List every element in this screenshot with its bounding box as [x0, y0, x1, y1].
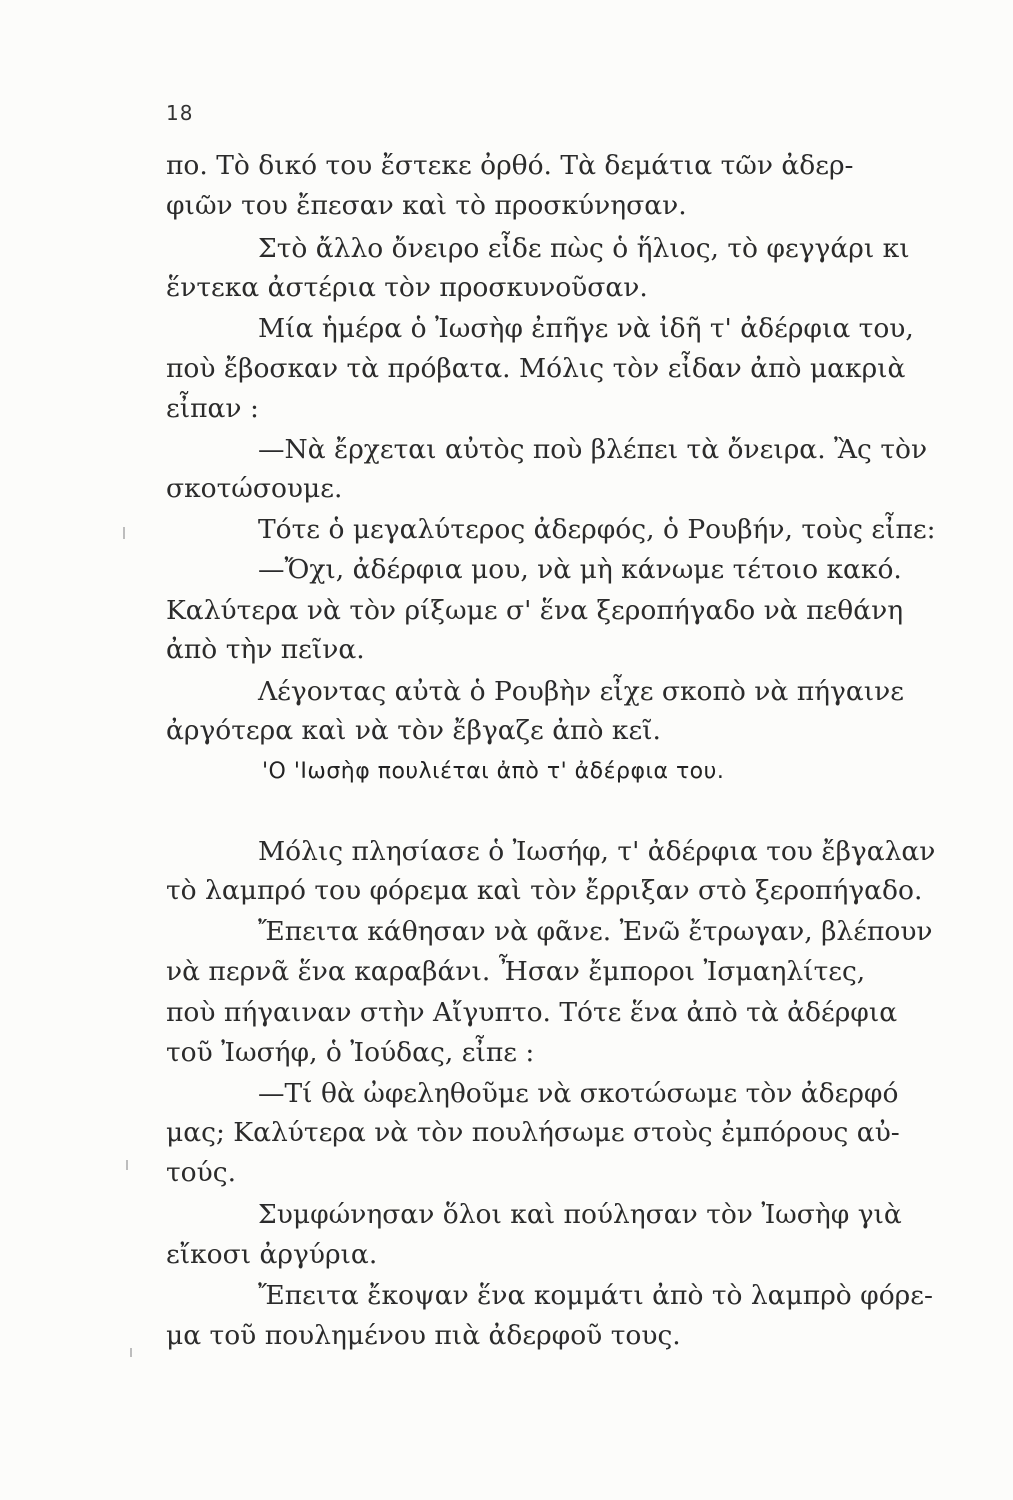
paper-speck [123, 527, 125, 539]
text-line: τὸ λαμπρό του φόρεμα καὶ τὸν ἔρριξαν στὸ ξεροπήγαδο. [166, 875, 923, 906]
text-line: Ἔπειτα ἔκοψαν ἕνα κομμάτι ἀπὸ τὸ λαμπρὸ φόρε- [258, 1280, 933, 1311]
text-line: ἕντεκα ἀστέρια τὸν προσκυνοῦσαν. [166, 272, 648, 303]
text-line: —Ὄχι, ἀδέρφια μου, νὰ μὴ κάνωμε τέτοιο κακό. [258, 554, 902, 585]
text-line: —Τί θὰ ὠφεληθοῦμε νὰ σκοτώσωμε τὸν ἀδερφό [258, 1078, 899, 1109]
text-line: ποὺ ἔβοσκαν τὰ πρόβατα. Μόλις τὸν εἶδαν ἀπὸ μακριὰ [166, 353, 906, 384]
text-line: μα τοῦ πουλημένου πιὰ ἀδερφοῦ τους. [166, 1320, 681, 1351]
text-line: τοῦ Ἰωσήφ, ὁ Ἰούδας, εἶπε : [166, 1037, 535, 1068]
text-line: ποὺ πήγαιναν στὴν Αἴγυπτο. Τότε ἕνα ἀπὸ τὰ ἀδέρφια [166, 997, 898, 1028]
text-line: εἴκοσι ἀργύρια. [166, 1239, 378, 1270]
text-line: φιῶν του ἔπεσαν καὶ τὸ προσκύνησαν. [166, 190, 687, 221]
text-line: νὰ περνᾶ ἕνα καραβάνι. Ἦσαν ἔμποροι Ἰσμαηλίτες, [166, 956, 866, 987]
text-line: Καλύτερα νὰ τὸν ρίξωμε σ' ἕνα ξεροπήγαδο νὰ πεθάνη [166, 595, 904, 626]
text-line: πο. Τὸ δικό του ἔστεκε ὀρθό. Τὰ δεμάτια τῶν ἀδερ- [166, 150, 854, 181]
text-line: —Νὰ ἔρχεται αὐτὸς ποὺ βλέπει τὰ ὄνειρα. Ἂς τὸν [258, 434, 928, 465]
text-line: Συμφώνησαν ὅλοι καὶ πούλησαν τὸν Ἰωσὴφ γιὰ [258, 1199, 902, 1230]
text-line: Ἔπειτα κάθησαν νὰ φᾶνε. Ἐνῶ ἔτρωγαν, βλέπουν [258, 916, 933, 947]
text-line: Στὸ ἄλλο ὄνειρο εἶδε πὼς ὁ ἥλιος, τὸ φεγγάρι κι [258, 233, 910, 264]
text-line: ἀπὸ τὴν πεῖνα. [166, 634, 365, 665]
paper-speck [126, 1160, 128, 1170]
text-line: εἶπαν : [166, 393, 259, 424]
text-line: ἀργότερα καὶ νὰ τὸν ἔβγαζε ἀπὸ κεῖ. [166, 715, 661, 746]
text-line: Λέγοντας αὐτὰ ὁ Ρουβὴν εἶχε σκοπὸ νὰ πήγαινε [258, 676, 904, 707]
page-number: 18 [166, 101, 194, 125]
text-line: σκοτώσουμε. [166, 473, 343, 504]
text-line: Μόλις πλησίασε ὁ Ἰωσήφ, τ' ἀδέρφια του ἔβγαλαν [258, 836, 936, 867]
text-line: Μία ἡμέρα ὁ Ἰωσὴφ ἐπῆγε νὰ ἰδῆ τ' ἀδέρφια του, [258, 313, 914, 344]
text-line: μας; Καλύτερα νὰ τὸν πουλήσωμε στοὺς ἐμπόρους αὐ- [166, 1117, 900, 1148]
section-heading: 'Ο 'Ιωσὴφ πουλιέται ἀπὸ τ' ἀδέρφια του. [262, 759, 725, 784]
paper-speck [130, 1348, 132, 1357]
text-line: τούς. [166, 1157, 236, 1188]
text-line: Τότε ὁ μεγαλύτερος ἀδερφός, ὁ Ρουβήν, τοὺς εἶπε: [258, 514, 936, 545]
